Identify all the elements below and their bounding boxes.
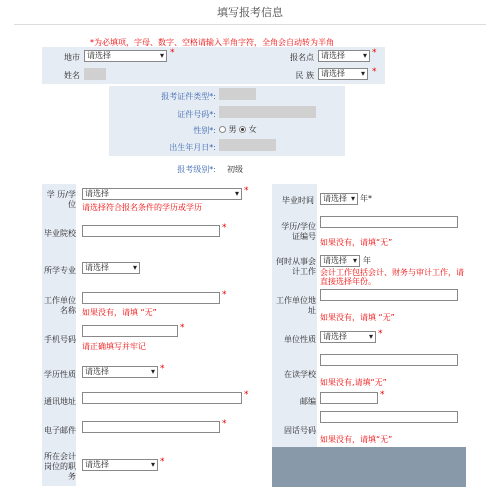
level-label: 报考级别*: [177, 165, 216, 174]
postcode-required: * [380, 390, 385, 400]
employer-required: * [222, 290, 227, 300]
name-label: 姓名 [64, 71, 80, 80]
grad-year-suffix: 年* [360, 194, 372, 203]
phone-hint: 请正确填写并牢记 [82, 342, 146, 351]
gender-label: 性别*: [193, 126, 216, 135]
accounting-year-select[interactable]: 请选择 ▾ [320, 255, 360, 267]
accounting-year-suffix: 年 [363, 256, 371, 265]
employer-input[interactable] [82, 292, 220, 304]
email-required: * [222, 419, 227, 429]
unit-type-required: * [378, 329, 383, 339]
in-school-hint: 如果没有,请填“无” [320, 378, 387, 387]
id-number-redacted [219, 106, 316, 118]
id-number-label: 证件号码*: [177, 110, 216, 119]
exam-point-required: * [372, 48, 377, 58]
required-notice: *为必填项，字母、数字、空格请输入半角字符，全角会自动转为半角 [90, 38, 334, 47]
gender-male-label: 男 [228, 125, 237, 134]
region-select[interactable]: 请选择 ▾ [84, 50, 167, 62]
postcode-label: 邮编 [300, 397, 316, 406]
gender-radio-group [219, 124, 257, 135]
education-hint: 请选择符合报名条件的学历或学历 [82, 203, 202, 212]
tel-input[interactable] [320, 411, 458, 423]
edu-nature-required: * [160, 364, 165, 374]
tel-hint: 如果没有，请填“无” [320, 435, 393, 444]
accounting-work-label: 何时从事会计工作 [276, 257, 316, 276]
grad-time-label: 毕业时间 [282, 196, 314, 205]
id-type-label: 报考证件类型*: [161, 92, 216, 101]
grad-year-select[interactable]: 请选择 ▾ [320, 193, 358, 205]
employer-address-input[interactable] [320, 289, 458, 301]
ethnicity-label: 民 族 [295, 71, 314, 80]
employer-label: 工作单位名称 [44, 296, 76, 315]
exam-point-select[interactable]: 请选择 ▾ [318, 50, 370, 62]
phone-input[interactable] [82, 325, 178, 337]
page-title: 填写报考信息 [217, 6, 283, 19]
birthdate-label: 出生年月日*: [169, 143, 216, 152]
school-input[interactable] [82, 225, 220, 237]
position-select[interactable]: 请选择 ▾ [82, 459, 158, 471]
ethnicity-select[interactable]: 请选择 ▾ [318, 68, 368, 80]
school-required: * [222, 223, 227, 233]
address-input[interactable] [82, 392, 242, 404]
exam-point-label: 报名点 [290, 53, 314, 62]
employer-hint: 如果没有，请填 “无” [82, 308, 157, 317]
address-required: * [244, 390, 249, 400]
title-divider [14, 24, 486, 25]
phone-required: * [180, 323, 185, 333]
address-label: 通讯地址 [44, 397, 76, 406]
education-required: * [244, 186, 249, 196]
birthdate-redacted [219, 139, 276, 151]
cert-no-input[interactable] [320, 216, 458, 228]
in-school-label: 在读学校 [284, 370, 316, 379]
gender-female-radio[interactable] [239, 126, 246, 133]
education-select[interactable]: 请选择 ▾ [82, 188, 242, 200]
name-value-redacted [84, 68, 106, 80]
level-value: 初级 [227, 165, 243, 174]
major-label: 所学专业 [44, 266, 76, 275]
postcode-input[interactable] [320, 392, 378, 404]
cert-no-label: 学历/学位证编号 [281, 222, 316, 241]
phone-label: 手机号码 [44, 335, 76, 344]
major-select[interactable]: 请选择 ▾ [82, 262, 140, 274]
in-school-input[interactable] [320, 354, 458, 366]
region-required: * [170, 48, 175, 58]
accounting-hint: 会计工作包括会计、财务与审计工作，请直接选择年份。 [320, 268, 464, 286]
email-label: 电子邮件 [44, 426, 76, 435]
cert-no-hint: 如果没有，请填“无” [320, 238, 393, 247]
position-label: 所在会计岗位的职务 [44, 452, 76, 481]
unit-type-select[interactable]: 请选择 ▾ [320, 331, 376, 343]
position-required: * [160, 457, 165, 467]
email-input[interactable] [82, 421, 220, 433]
unit-type-label: 单位性质 [284, 335, 316, 344]
school-label: 毕业院校 [44, 229, 76, 238]
ethnicity-required: * [372, 67, 377, 77]
gender-male-radio[interactable] [219, 126, 226, 133]
education-label: 学 历/学位 [46, 190, 76, 209]
tel-label: 固话号码 [284, 426, 316, 435]
employer-address-hint: 如果没有，请填 “无” [320, 313, 395, 322]
employer-address-label: 工作单位地址 [276, 296, 316, 315]
edu-nature-select[interactable]: 请选择 ▾ [82, 366, 158, 378]
edu-nature-label: 学历性质 [44, 370, 76, 379]
region-label: 地市 [64, 53, 80, 62]
right-footer-block [272, 447, 466, 487]
id-type-redacted [219, 88, 256, 100]
gender-female-label: 女 [248, 125, 257, 134]
